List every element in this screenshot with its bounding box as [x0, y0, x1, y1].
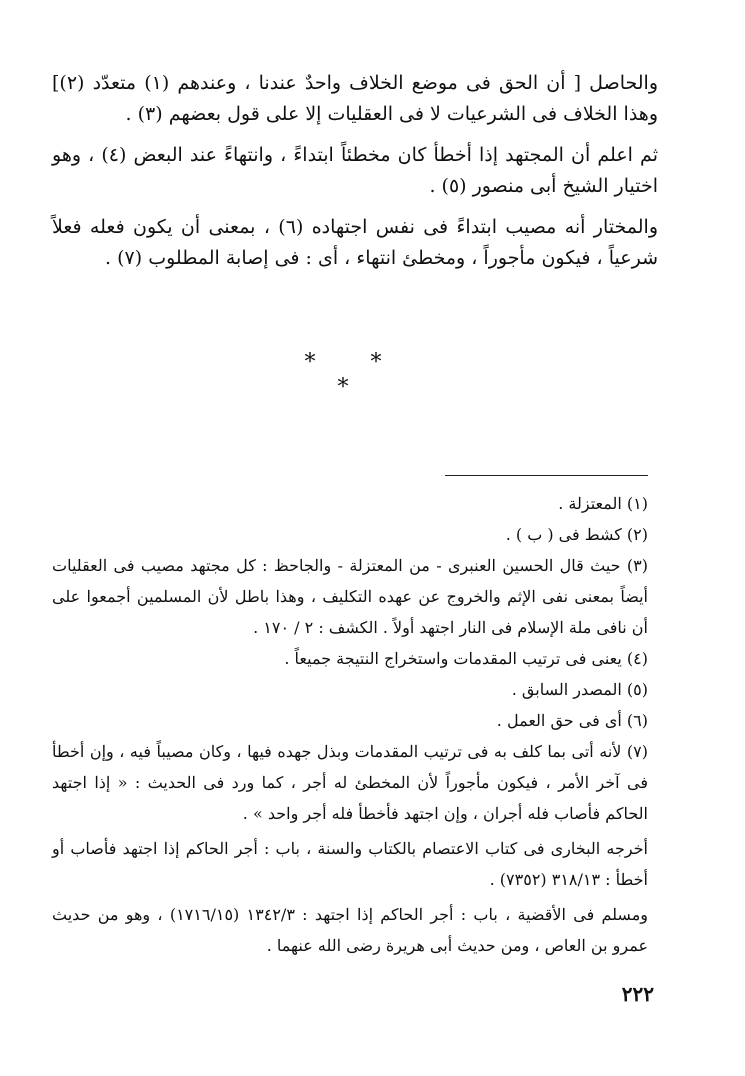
- footnote: (٥) المصدر السابق .: [511, 680, 648, 699]
- footnote: (٢) كشط فى ( ب ) .: [505, 525, 648, 544]
- footnote: (٤) يعنى فى ترتيب المقدمات واستخراج النتيجة جميعاً .: [284, 649, 648, 668]
- main-paragraph: ثم اعلم أن المجتهد إذا أخطأ كان مخطئاً ابتداءً ، وانتهاءً عند البعض (٤) ، وهو اختيار الشيخ أبى منصور (٥) .: [52, 144, 658, 197]
- main-paragraph: والمختار أنه مصيب ابتداءً فى نفس اجتهاده (٦) ، بمعنى أن يكون فعله فعلاً شرعياً ، فيكون مأجوراً ، ومخطئ انتهاء ، أى : فى إصابة المطلوب (٧) .: [52, 216, 658, 269]
- footnote: (٣) حيث قال الحسين العنبرى - من المعتزلة - والجاحظ : كل مجتهد مصيب فى العقليات أيضاً بمعنى نفى الإثم والخروج عن عهده التكليف ، وهذا باطل لأن المسلمين أجمعوا على أن نافى ملة الإسلام فى النار اجتهد أولاً . الكشف : ٢ / ١٧٠ .: [52, 556, 648, 637]
- section-separator: * * *: [304, 350, 406, 400]
- footnote-rule: [445, 475, 648, 476]
- page-number: ٢٢٢: [621, 982, 654, 1006]
- footnote: (٦) أى فى حق العمل .: [496, 711, 648, 730]
- main-paragraph: والحاصل [ أن الحق فى موضع الخلاف واحدٌ عندنا ، وعندهم (١) متعدّد (٢)] وهذا الخلاف فى الشرعيات لا فى العقليات إلا على قول بعضهم (٣) .: [52, 72, 658, 125]
- footnote-citation: ومسلم فى الأقضية ، باب : أجر الحاكم إذا اجتهد : ١٣٤٢/٣ (١٧١٦/١٥) ، وهو من حديث عمرو بن العاص ، ومن حديث أبى هريرة رضى الله عنهما .: [52, 905, 649, 955]
- footnote: (٧) لأنه أتى بما كلف به فى ترتيب المقدمات وبذل جهده فيها ، وكان مصيباً فيه ، وإن أخطأ فى آخر الأمر ، فيكون مأجوراً لأن المخطئ له أجر ، كما ورد فى الحديث : « إذا اجتهد الحاكم فأصاب فله أجران ، وإن اجتهد فأخطأ فله أجر واحد » .: [52, 742, 649, 823]
- footnotes-block: [52, 488, 648, 961]
- footnote-citation: أخرجه البخارى فى كتاب الاعتصام بالكتاب والسنة ، باب : أجر الحاكم إذا اجتهد فأصاب أو أخطأ : ٣١٨/١٣ (٧٣٥٢) .: [52, 839, 649, 889]
- footnote: (١) المعتزلة .: [558, 494, 648, 513]
- main-text-block: [52, 68, 658, 284]
